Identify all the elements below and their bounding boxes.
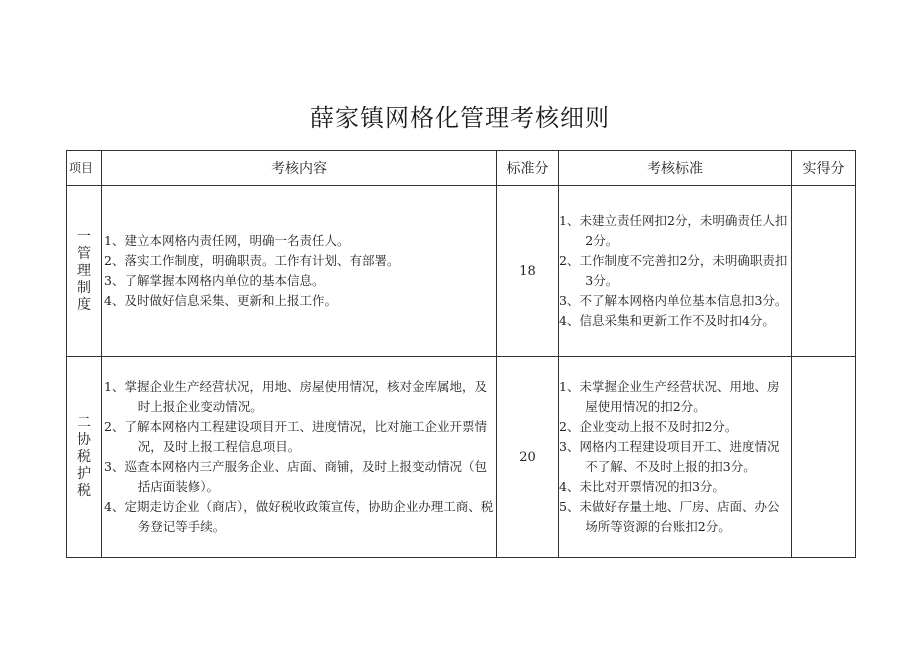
standard-item: 2、企业变动上报不及时扣2分。: [559, 419, 738, 434]
content-item: 3、巡查本网格内三产服务企业、店面、商铺，及时上报变动情况（包括店面装修）。: [104, 459, 487, 494]
content-cell: [102, 186, 497, 357]
category-cell: [67, 357, 102, 558]
table-row: [67, 186, 856, 357]
category-char: 税: [77, 482, 91, 499]
standard-item: 1、未掌握企业生产经营状况、用地、房屋使用情况的扣2分。: [559, 379, 780, 414]
content-item: 4、定期走访企业（商店），做好税收政策宣传，协助企业办理工商、税务登记等手续。: [104, 499, 494, 534]
category-char: 管: [77, 245, 91, 262]
standard-item: 3、不了解本网格内单位基本信息扣3分。: [559, 293, 788, 308]
content-item: 2、了解本网格内工程建设项目开工、进度情况，比对施工企业开票情况，及时上报工程信息项目。: [104, 419, 487, 454]
actual-score-cell[interactable]: [792, 186, 856, 357]
standard-item: 5、未做好存量土地、厂房、店面、办公场所等资源的台账扣2分。: [559, 499, 780, 534]
actual-score-cell[interactable]: [792, 357, 856, 558]
content-item: 3、了解掌握本网格内单位的基本信息。: [104, 273, 325, 288]
table-row: [67, 357, 856, 558]
category-cell: [67, 186, 102, 357]
standard-item: 4、未比对开票情况的扣3分。: [559, 479, 725, 494]
header-score: 标准分: [497, 151, 559, 186]
category-char: 制: [77, 279, 91, 296]
category-char: 理: [77, 262, 91, 279]
header-standard: 考核标准: [559, 151, 792, 186]
content-item: 1、建立本网格内责任网，明确一名责任人。: [104, 233, 350, 248]
content-item: 2、落实工作制度，明确职责。工作有计划、有部署。: [104, 253, 400, 268]
content-cell: [102, 357, 497, 558]
content-item: 1、掌握企业生产经营状况，用地、房屋使用情况，核对金库属地，及时上报企业变动情况。: [104, 379, 487, 414]
standard-cell: [559, 186, 792, 357]
standard-cell: [559, 357, 792, 558]
standard-item: 4、信息采集和更新工作不及时扣4分。: [559, 313, 775, 328]
score-cell: 20: [497, 357, 559, 558]
category-char: 二: [77, 414, 91, 431]
score-cell: 18: [497, 186, 559, 357]
category-char: 度: [77, 296, 91, 313]
header-actual: 实得分: [792, 151, 856, 186]
content-item: 4、及时做好信息采集、更新和上报工作。: [104, 293, 337, 308]
header-content: 考核内容: [102, 151, 497, 186]
standard-item: 2、工作制度不完善扣2分，未明确职责扣3分。: [559, 253, 788, 288]
standard-item: 1、未建立责任网扣2分，未明确责任人扣2分。: [559, 213, 788, 248]
category-char: 税: [77, 448, 91, 465]
category-char: 护: [77, 465, 91, 482]
header-row: [67, 151, 856, 186]
assessment-table: [66, 150, 856, 558]
standard-item: 3、网格内工程建设项目开工、进度情况不了解、不及时上报的扣3分。: [559, 439, 780, 474]
category-char: 一: [77, 228, 91, 245]
category-char: 协: [77, 431, 91, 448]
header-project: 项目: [67, 151, 102, 186]
document-title: 薛家镇网格化管理考核细则: [310, 104, 610, 132]
